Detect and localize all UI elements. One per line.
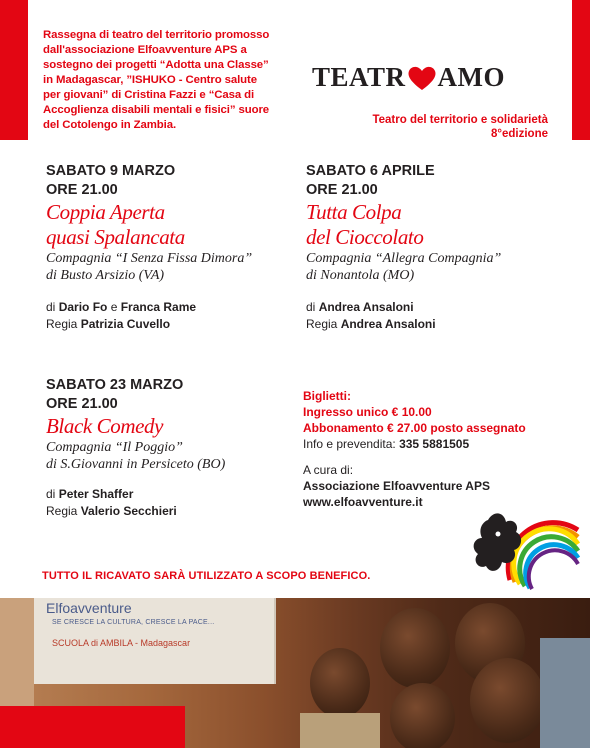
- tickets-heading: Biglietti:: [303, 389, 351, 403]
- ticket-info: [303, 436, 573, 452]
- show-card-1: [46, 162, 296, 333]
- ticket-subscription-price: Abbonamento € 27.00 posto assegnato: [303, 421, 526, 435]
- show-director: [46, 503, 296, 520]
- show-time: ORE 21.00: [46, 396, 118, 412]
- sign-school: SCUOLA di AMBILA - Madagascar: [52, 638, 191, 648]
- show-title-line: Tutta Colpa: [306, 200, 402, 224]
- show-director: [306, 316, 566, 333]
- info-label: Info e prevendita:: [303, 437, 400, 451]
- intro-line: Accoglienza disabili mentali e fisici” suore: [43, 104, 270, 116]
- director-name: Valerio Secchieri: [80, 504, 177, 518]
- show-title-line: del Cioccolato: [306, 225, 424, 249]
- show-title-line: Coppia Aperta: [46, 200, 165, 224]
- show-date: SABATO 23 MARZO: [46, 377, 184, 393]
- intro-line: sostegno dei progetti “Adotta una Classe”: [43, 59, 269, 71]
- tickets-block: [303, 388, 573, 452]
- intro-line: del Cotolengo in Zambia.: [43, 119, 177, 131]
- show-company-place: di Nonantola (MO): [306, 268, 415, 283]
- intro-line: dall'associazione Elfoavventure APS a: [43, 44, 247, 56]
- show-author: [46, 299, 296, 316]
- author-name: Andrea Ansaloni: [318, 300, 414, 314]
- director-prefix: Regia: [46, 317, 81, 331]
- info-phone[interactable]: 335 5881505: [399, 437, 470, 451]
- ticket-single-price: Ingresso unico € 10.00: [303, 405, 432, 419]
- sign-motto: SE CRESCE LA CULTURA, CRESCE LA PACE...: [52, 619, 215, 626]
- show-company: Compagnia “Il Poggio”: [46, 440, 183, 455]
- show-company: Compagnia “I Senza Fissa Dimora”: [46, 251, 253, 266]
- tagline-edition: 8°edizione: [490, 128, 548, 140]
- director-prefix: Regia: [306, 317, 341, 331]
- show-company-place: di S.Giovanni in Persiceto (BO): [46, 457, 226, 472]
- show-time: ORE 21.00: [46, 182, 118, 198]
- logo-text-left: TEATR: [312, 62, 406, 92]
- show-director: [46, 316, 296, 333]
- show-company-place: di Busto Arsizio (VA): [46, 268, 165, 283]
- show-author: [306, 299, 566, 316]
- mascot-rainbow-icon: [470, 500, 580, 590]
- director-name: Andrea Ansaloni: [340, 317, 436, 331]
- author-name: Dario Fo: [58, 300, 108, 314]
- sign-org-name: Elfoavventure: [46, 600, 132, 616]
- tagline: [300, 113, 548, 141]
- intro-line: in Madagascar, ”ISHUKO - Centro salute: [43, 74, 257, 86]
- author-name: Peter Shaffer: [58, 487, 134, 501]
- director-prefix: Regia: [46, 504, 81, 518]
- show-time: ORE 21.00: [306, 182, 378, 198]
- tagline-line1: Teatro del territorio e solidarietà: [372, 114, 548, 126]
- show-date: SABATO 9 MARZO: [46, 163, 176, 179]
- curated-label: A cura di:: [303, 463, 354, 477]
- curated-org: Associazione Elfoavventure APS: [303, 479, 490, 493]
- show-title-line: Black Comedy: [46, 414, 164, 438]
- red-accent-bar-right: [572, 0, 590, 140]
- red-accent-bar-left: [0, 0, 28, 140]
- show-author: [46, 486, 296, 503]
- logo-text-right: AMO: [437, 62, 506, 92]
- director-name: Patrizia Cuvello: [80, 317, 171, 331]
- charity-note: TUTTO IL RICAVATO SARÀ UTILIZZATO A SCOPO BENEFICO.: [42, 570, 371, 582]
- show-company: Compagnia “Allegra Compagnia”: [306, 251, 502, 266]
- show-date: SABATO 6 APRILE: [306, 163, 435, 179]
- author-join: e: [107, 300, 121, 314]
- intro-text: [43, 28, 313, 133]
- heart-icon: [407, 65, 437, 91]
- author-prefix: di: [46, 300, 59, 314]
- show-title-line: quasi Spalancata: [46, 225, 185, 249]
- show-card-2: [306, 162, 566, 333]
- intro-line: per giovani” di Cristina Fazzi e “Casa di: [43, 89, 255, 101]
- author-prefix: di: [46, 487, 59, 501]
- author-prefix: di: [306, 300, 319, 314]
- red-accent-bar-bottom: [0, 706, 185, 748]
- curated-website-link[interactable]: www.elfoavventure.it: [303, 495, 423, 509]
- teatramo-logo: [312, 62, 505, 93]
- intro-line: Rassegna di teatro del territorio promosso: [43, 29, 270, 41]
- author-name-2: Franca Rame: [120, 300, 197, 314]
- show-card-3: [46, 376, 296, 520]
